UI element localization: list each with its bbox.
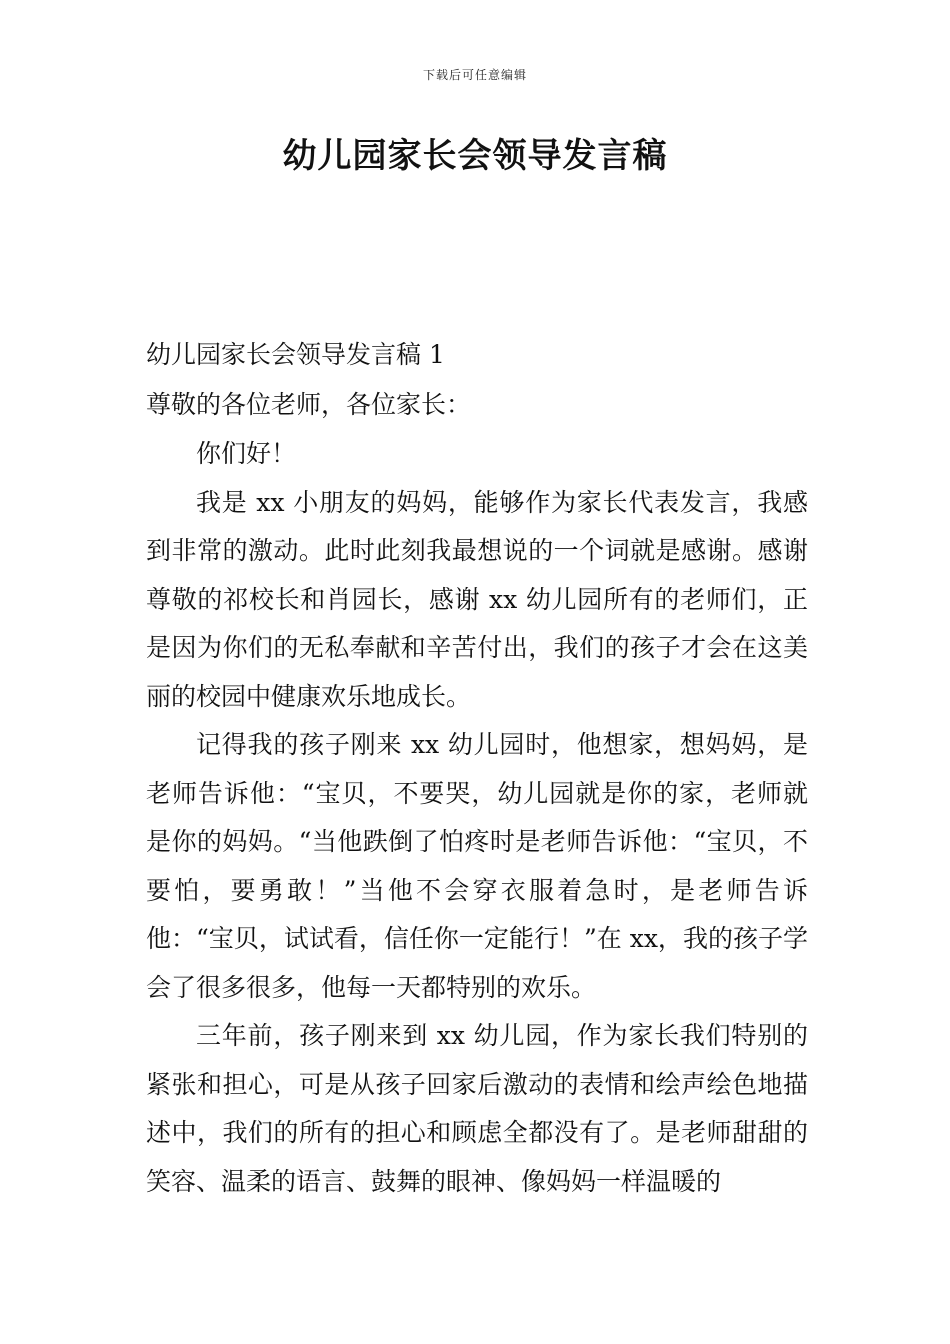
header-note: 下载后可任意编辑 bbox=[422, 68, 527, 82]
paragraph: 记得我的孩子刚来 xx 幼儿园时，他想家，想妈妈，是老师告诉他：“宝贝，不要哭，幼儿园就是你的家，老师就是你的妈妈。“当他跌倒了怕疼时是老师告诉他：“宝贝，不要怕，要勇敢！”当他不会穿衣服着急时，是老师告诉他：“宝贝，试试看，信任你一定能行！”在 xx，我的孩子学会了很多很多，他每一天都特别的欢乐。 bbox=[146, 730, 808, 1002]
salutation: 尊敬的各位老师，各位家长： bbox=[146, 389, 472, 419]
document-title: 幼儿园家长会领导发言稿 bbox=[282, 136, 668, 176]
section-heading: 幼儿园家长会领导发言稿 1 bbox=[146, 340, 445, 369]
paragraph: 三年前，孩子刚来到 xx 幼儿园，作为家长我们特别的紧张和担心，可是从孩子回家后激动的表情和绘声绘色地描述中，我们的所有的担心和顾虑全都没有了。是老师甜甜的笑容、温柔的语言、鼓舞的眼神、像妈妈一样温暖的 bbox=[146, 1021, 808, 1196]
greeting: 你们好！ bbox=[196, 439, 297, 468]
document-body bbox=[146, 330, 808, 1206]
paragraph: 我是 xx 小朋友的妈妈，能够作为家长代表发言，我感到非常的激动。此时此刻我最想说的一个词就是感谢。感谢尊敬的祁校长和肖园长，感谢 xx 幼儿园所有的老师们，正是因为你们的无私奉献和辛苦付出，我们的孩子才会在这美丽的校园中健康欢乐地成长。 bbox=[146, 487, 808, 711]
